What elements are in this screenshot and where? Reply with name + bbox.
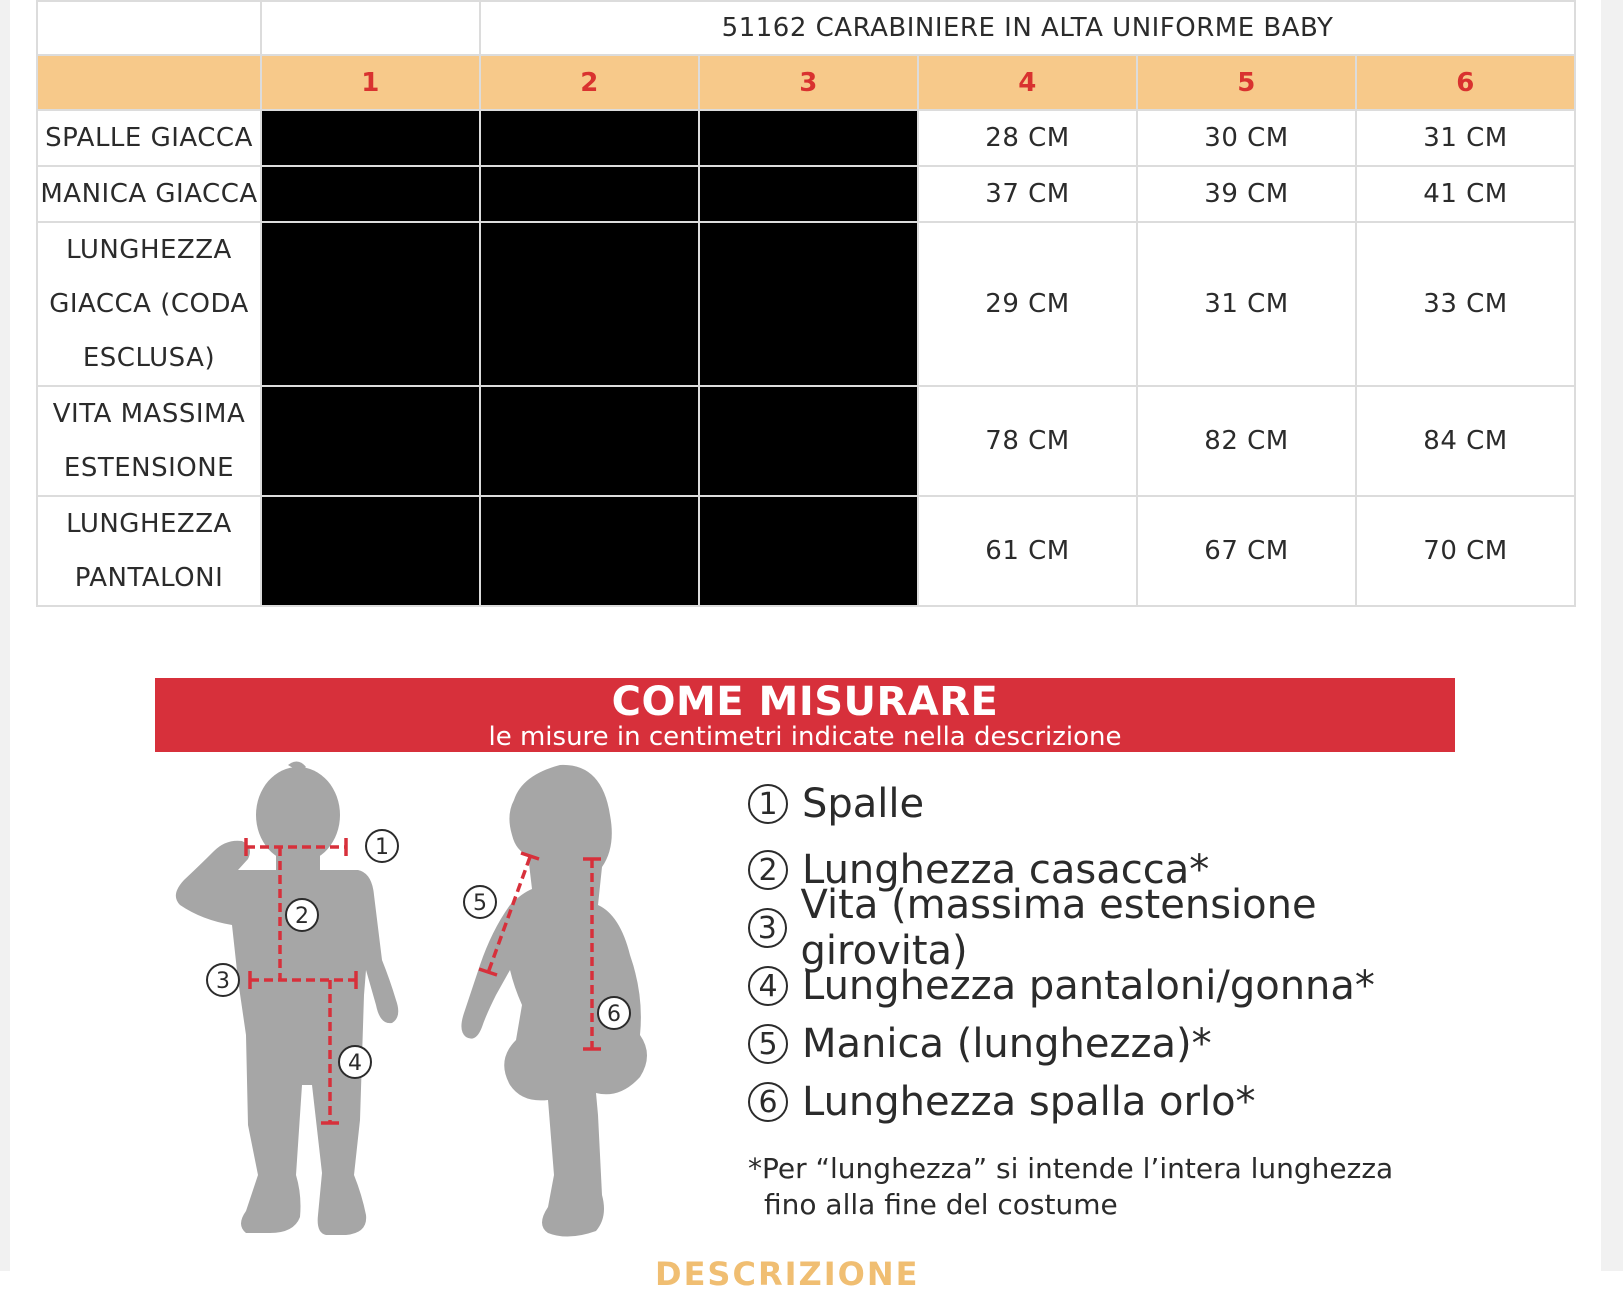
number-3-icon: 3 (748, 908, 787, 948)
how-to-measure-banner (155, 678, 1455, 752)
unavailable-cell (699, 496, 918, 606)
table-row (37, 222, 1575, 386)
unavailable-cell (261, 386, 480, 496)
legend-text: Manica (lunghezza)* (802, 1021, 1212, 1067)
size-header: 3 (699, 55, 918, 110)
measure-cell: 70 CM (1356, 496, 1575, 606)
how-to-measure-subtitle: le misure in centimetri indicate nella descrizione (488, 722, 1122, 752)
number-2-icon: 2 (748, 850, 788, 890)
measurement-figures (150, 755, 710, 1255)
size-header: 6 (1356, 55, 1575, 110)
legend-item (748, 1073, 1468, 1131)
size-table (36, 0, 1576, 607)
measure-cell: 30 CM (1137, 110, 1356, 166)
unavailable-cell (699, 166, 918, 222)
legend-footnote (748, 1151, 1468, 1223)
unavailable-cell (261, 110, 480, 166)
legend-text: Vita (massima estensione girovita) (800, 882, 1317, 974)
legend-item (748, 957, 1468, 1015)
svg-text:5: 5 (473, 891, 487, 916)
measure-cell: 39 CM (1137, 166, 1356, 222)
unavailable-cell (699, 110, 918, 166)
table-row (37, 110, 1575, 166)
unavailable-cell (261, 496, 480, 606)
row-label: SPALLE GIACCA (37, 110, 261, 166)
measure-cell: 37 CM (918, 166, 1137, 222)
table-title-row (37, 1, 1575, 55)
svg-text:3: 3 (216, 969, 230, 994)
page-scrollbar-track[interactable] (1601, 0, 1623, 1271)
empty-cell (261, 1, 480, 55)
measure-cell: 61 CM (918, 496, 1137, 606)
measure-cell: 84 CM (1356, 386, 1575, 496)
marker-5-icon (464, 886, 496, 918)
marker-4-icon (339, 1046, 371, 1078)
size-header-row (37, 55, 1575, 110)
legend-text: Spalle (802, 781, 925, 827)
unavailable-cell (699, 386, 918, 496)
legend-text: Lunghezza spalla orlo* (802, 1079, 1256, 1125)
measure-legend (748, 775, 1468, 1223)
measure-cell: 29 CM (918, 222, 1137, 386)
table-row (37, 496, 1575, 606)
boy-silhouette-icon (176, 761, 398, 1235)
unavailable-cell (480, 386, 699, 496)
size-header-empty (37, 55, 261, 110)
svg-text:6: 6 (607, 1002, 621, 1027)
empty-cell (37, 1, 261, 55)
marker-1-icon (366, 830, 398, 862)
legend-text: Lunghezza pantaloni/gonna* (802, 963, 1375, 1009)
footnote-line: fino alla fine del costume (764, 1188, 1118, 1221)
marker-3-icon (207, 964, 239, 996)
unavailable-cell (699, 222, 918, 386)
size-header: 1 (261, 55, 480, 110)
unavailable-cell (480, 166, 699, 222)
svg-text:1: 1 (375, 835, 389, 860)
unavailable-cell (480, 496, 699, 606)
measure-cell: 82 CM (1137, 386, 1356, 496)
measure-cell: 78 CM (918, 386, 1137, 496)
legend-item (748, 1015, 1468, 1073)
measure-cell: 31 CM (1356, 110, 1575, 166)
svg-text:2: 2 (295, 904, 309, 929)
number-4-icon: 4 (748, 966, 788, 1006)
measure-cell: 28 CM (918, 110, 1137, 166)
product-title: 51162 CARABINIERE IN ALTA UNIFORME BABY (480, 1, 1575, 55)
table-row (37, 386, 1575, 496)
measure-cell: 33 CM (1356, 222, 1575, 386)
marker-2-icon (286, 899, 318, 931)
number-1-icon: 1 (748, 784, 788, 824)
unavailable-cell (261, 222, 480, 386)
row-label: LUNGHEZZA GIACCA (CODA ESCLUSA) (37, 222, 261, 386)
svg-text:4: 4 (348, 1051, 362, 1076)
description-heading: DESCRIZIONE (655, 1255, 920, 1293)
legend-text: Lunghezza casacca* (802, 847, 1210, 893)
row-label: VITA MASSIMA ESTENSIONE (37, 386, 261, 496)
how-to-measure-title: COME MISURARE (611, 679, 999, 725)
row-label: LUNGHEZZA PANTALONI (37, 496, 261, 606)
number-5-icon: 5 (748, 1024, 788, 1064)
measure-cell: 67 CM (1137, 496, 1356, 606)
unavailable-cell (261, 166, 480, 222)
marker-6-icon (598, 997, 630, 1029)
table-row (37, 166, 1575, 222)
measure-cell: 41 CM (1356, 166, 1575, 222)
page-margin-left (0, 0, 10, 1271)
row-label: MANICA GIACCA (37, 166, 261, 222)
measure-cell: 31 CM (1137, 222, 1356, 386)
number-6-icon: 6 (748, 1082, 788, 1122)
unavailable-cell (480, 110, 699, 166)
size-header: 5 (1137, 55, 1356, 110)
size-header: 4 (918, 55, 1137, 110)
legend-item (748, 775, 1468, 833)
size-header: 2 (480, 55, 699, 110)
footnote-line: *Per “lunghezza” si intende l’intera lunghezza (748, 1152, 1394, 1185)
unavailable-cell (480, 222, 699, 386)
legend-item (748, 882, 1468, 974)
